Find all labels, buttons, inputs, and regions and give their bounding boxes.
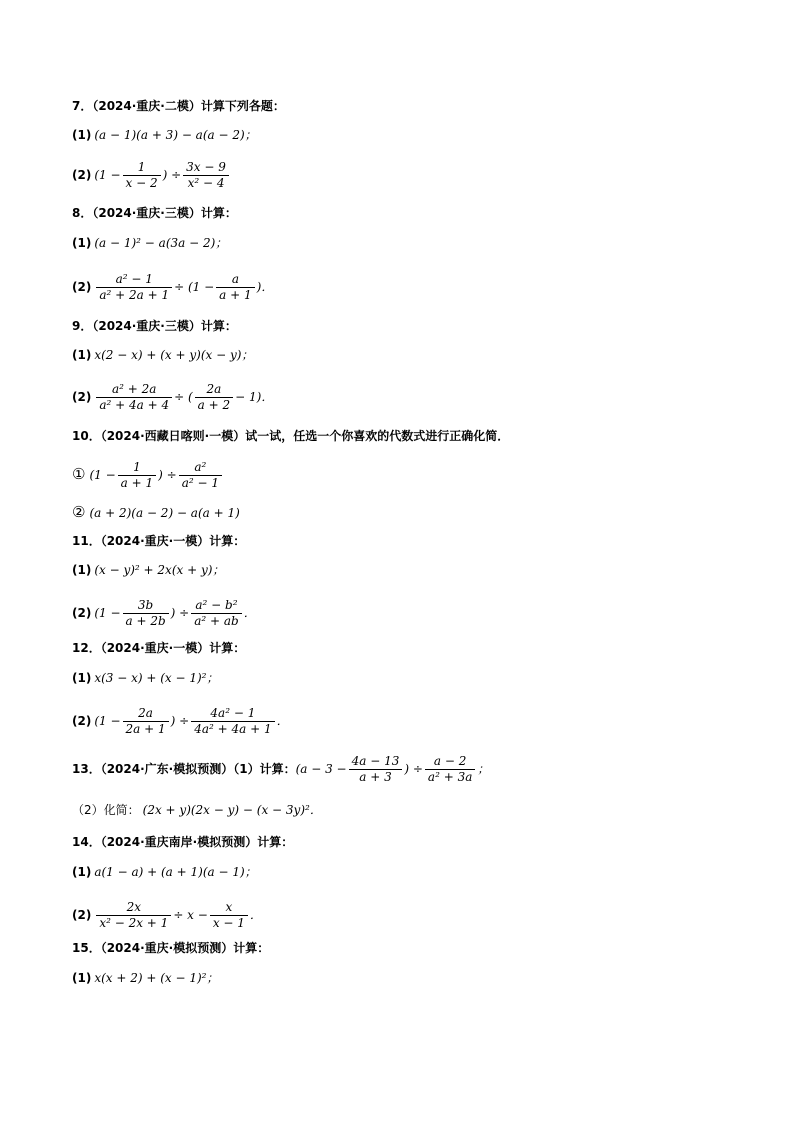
question-12-part-2 (72, 706, 289, 737)
fraction: $\frac{3x - 9}{\text{x² − 4}}$ (183, 160, 229, 191)
question-9-part-1 (72, 347, 253, 363)
math-expression: x(3 − x) + (x − 1)²； (94, 671, 219, 685)
math-suffix: ； (477, 762, 490, 776)
math-expression: (a − 1)(a + 3) − a(a − 2)； (94, 128, 257, 142)
part-label: (1) (72, 671, 92, 685)
fraction: $\frac{a - 2}{\text{a² + 3a}}$ (425, 754, 475, 785)
math-operator: ) ÷ (158, 468, 177, 482)
part-label: (2) (72, 908, 92, 922)
fraction: $\frac{2a}{a + 2}$ (195, 382, 233, 413)
question-11-heading: 11．（2024·重庆·一模）计算： (72, 534, 246, 548)
part-label: （2）化简： (72, 803, 140, 817)
math-expression: x(2 − x) + (x + y)(x − y)； (94, 348, 254, 362)
part-label: (1) (72, 128, 92, 142)
math-operator: ÷ x − (173, 908, 208, 922)
math-prefix: (a − 3 − (295, 762, 347, 776)
part-label: (2) (72, 280, 92, 294)
math-suffix: − 1)． (235, 390, 274, 404)
fraction: $\frac{\text{a² − 1}}{\text{a² + 2a + 1}}$ (96, 272, 172, 303)
math-expression: (2x + y)(2x − y) − (x − 3y)²． (142, 803, 322, 817)
math-operator: ) ÷ (162, 168, 182, 182)
question-13-heading (72, 754, 489, 785)
part-label: (1) (72, 348, 92, 362)
question-10-option-2 (72, 504, 240, 521)
question-7-heading: 7．（2024·重庆·二模）计算下列各题： (72, 99, 285, 113)
fraction: $\frac{\text{4a² − 1}}{\text{4a² + 4a + 1}}$ (191, 706, 274, 737)
part-label: (1) (72, 563, 92, 577)
math-suffix: ． (243, 606, 256, 620)
fraction: $\frac{\text{a² − b²}}{\text{a² + ab}}$ (191, 598, 241, 629)
part-label: (1) (72, 236, 92, 250)
question-14-part-2 (72, 900, 262, 931)
question-10-heading: 10．（2024·西藏日喀则·一模）试一试，任选一个你喜欢的代数式进行正确化简． (72, 429, 510, 443)
math-operator: ) ÷ (170, 714, 190, 728)
question-12-heading: 12．（2024·重庆·一模）计算： (72, 641, 246, 655)
question-11-part-1 (72, 562, 224, 578)
question-9-heading: 9．（2024·重庆·三模）计算： (72, 319, 237, 333)
question-15-part-1 (72, 970, 219, 986)
part-label: (2) (72, 714, 92, 728)
fraction: $\frac{4a - 13}{a + 3}$ (349, 754, 403, 785)
fraction: $\frac{1}{a + 1}$ (118, 460, 156, 491)
math-operator: ÷ ( (174, 390, 193, 404)
fraction: $\frac{x}{x - 1}$ (210, 900, 248, 931)
question-13-heading-text: 13．（2024·广东·模拟预测）（1）计算： (72, 762, 296, 776)
question-7-part-2 (72, 160, 231, 191)
question-8-part-2 (72, 272, 273, 303)
part-label: (1) (72, 865, 92, 879)
math-operator: ) ÷ (404, 762, 423, 776)
part-label: (2) (72, 168, 92, 182)
fraction: $\frac{1}{x - 2}$ (123, 160, 161, 191)
question-9-part-2 (72, 382, 273, 413)
option-label: ① (72, 465, 86, 483)
question-14-heading: 14．（2024·重庆南岸·模拟预测）计算： (72, 835, 294, 849)
math-suffix: )． (256, 280, 274, 294)
part-label: (2) (72, 390, 92, 404)
math-prefix: (1 − (94, 606, 121, 620)
question-8-part-1 (72, 235, 227, 251)
question-12-part-1 (72, 670, 219, 686)
question-8-heading: 8．（2024·重庆·三模）计算： (72, 206, 237, 220)
fraction: $\frac{\text{a²}}{\text{a² − 1}}$ (179, 460, 222, 491)
math-suffix: ． (249, 908, 262, 922)
math-expression: x(x + 2) + (x − 1)²； (94, 971, 219, 985)
question-10-option-1 (72, 460, 224, 491)
math-prefix: (1 − (94, 168, 121, 182)
option-label: ② (72, 503, 86, 521)
fraction: $\frac{\text{a² + 2a}}{\text{a² + 4a + 4}}$ (96, 382, 172, 413)
question-14-part-1 (72, 864, 257, 880)
math-expression: (a + 2)(a − 2) − a(a + 1) (89, 506, 240, 520)
math-prefix: (1 − (94, 714, 121, 728)
question-13-part-2 (72, 802, 322, 818)
math-suffix: ． (276, 714, 289, 728)
math-prefix: (1 − (89, 468, 116, 482)
question-7-part-1 (72, 127, 257, 143)
math-expression: a(1 − a) + (a + 1)(a − 1)； (94, 865, 257, 879)
part-label: (1) (72, 971, 92, 985)
fraction: $\frac{a}{a + 1}$ (216, 272, 254, 303)
math-expression: (x − y)² + 2x(x + y)； (94, 563, 225, 577)
fraction: $\frac{2a}{2a + 1}$ (123, 706, 169, 737)
question-15-heading: 15．（2024·重庆·模拟预测）计算： (72, 941, 270, 955)
math-operator: ) ÷ (170, 606, 190, 620)
fraction: $\frac{2x}{\text{x² − 2x + 1}}$ (96, 900, 171, 931)
fraction: $\frac{3b}{a + 2b}$ (123, 598, 169, 629)
math-operator: ÷ (1 − (174, 280, 215, 294)
question-11-part-2 (72, 598, 256, 629)
math-expression: (a − 1)² − a(3a − 2)； (94, 236, 228, 250)
part-label: (2) (72, 606, 92, 620)
